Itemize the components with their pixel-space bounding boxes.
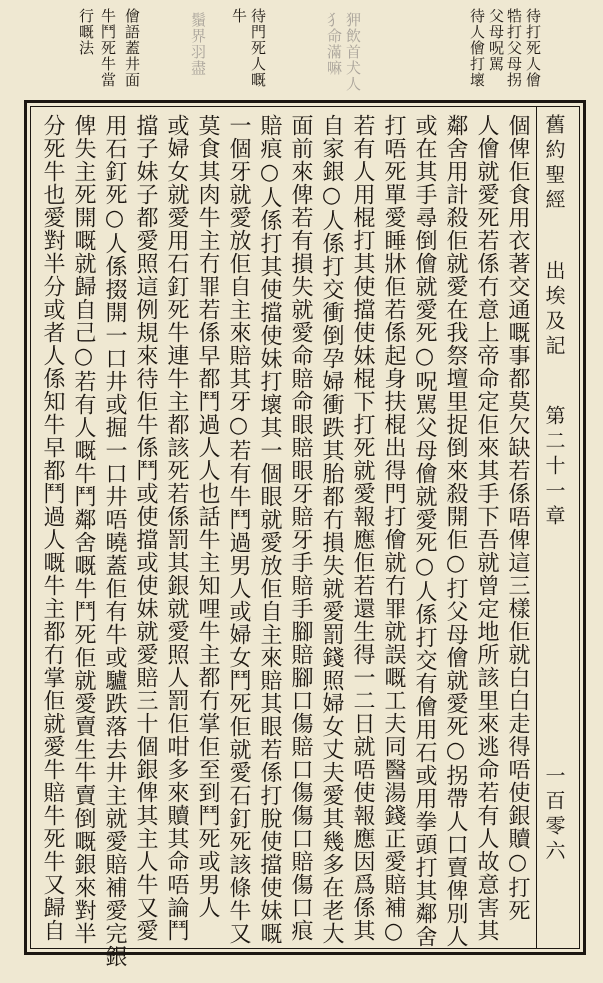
bleed-through-text: 鬚界羽盡 xyxy=(189,12,207,76)
text-column: 俾失主死開嘅就歸自己○若有人嘅牛鬥鄰舍嘅牛鬥死佢就愛賣生牛賣倒嘅銀來對半 xyxy=(71,114,96,945)
text-column: 自家銀○人係打交衝倒孕婦衝跌其胎都冇損失就愛罰錢照婦女丈夫愛其幾多在老大 xyxy=(319,114,344,945)
text-column: 分死牛也愛對半分或者人係知牛早都鬥過人嘅牛主都冇掌佢就愛牛賠牛死牛又歸自 xyxy=(40,114,65,942)
page-number: 一百零六 xyxy=(542,765,566,865)
text-column: 打唔死單愛睡牀佢若係起身扶棍出得門打儈就冇罪就誤嘅工夫同醫湯錢正愛賠補○ xyxy=(381,114,406,945)
text-column: 或婦女就愛用石釘死牛連牛主都該死若係罰其銀就愛照人罰佢咁多來贖其命唔論鬥 xyxy=(164,114,189,942)
book-title: 舊約聖經 xyxy=(542,114,566,214)
annotation-line: 儈語蓋井面 xyxy=(123,8,141,88)
annotation-line: 父母呪駡 xyxy=(487,8,505,72)
text-column: 一個牙就愛放佢自主來賠其牙○若有牛鬥過男人或婦女鬥死佢就愛石釘死該條牛又 xyxy=(226,114,251,945)
text-column: 莫食其肉牛主冇罪若係早都鬥過人人也話牛主知哩牛主都冇掌佢至到鬥死或男人 xyxy=(195,114,220,919)
text-column: 人儈就愛死若係冇意上帝命定佢來其手下吾就曾定地所該里來逃命若有人故意害其 xyxy=(474,114,499,942)
text-column: 擋子妹子都愛照這例規來待佢牛係鬥或使擋或使妹就愛賠三十個銀俾其主人牛又愛 xyxy=(133,114,158,942)
annotation-line: 待打死人儈 xyxy=(524,8,542,88)
text-column: 若有人用棍打其使擋使妹棍下打死就愛報應佢若還生得一二日就唔使報應因爲係其 xyxy=(350,114,375,942)
running-header xyxy=(540,110,580,945)
annotation-line: 待人儈打壞 xyxy=(468,8,486,88)
text-column: 或在其手尋倒儈就愛死○呪駡父母儈就愛死○人係打交有儈用石或用拳頭打其鄰舍 xyxy=(412,114,437,948)
annotation-line: 牛 xyxy=(230,8,248,24)
text-column: 面前來俾若有損失就愛命賠命眼賠眼牙賠牙手賠手腳賠腳口傷賠口傷傷口賠傷口痕 xyxy=(288,114,313,942)
annotation-line: 牿打父母拐 xyxy=(505,8,523,88)
text-column: 用石釘死○人係掇開一口井或掘一口井唔曉蓋佢有牛或驢跌落去井主就愛賠補愛完銀 xyxy=(102,114,127,968)
annotation-line: 牛鬥死牛當 xyxy=(99,8,117,88)
text-column: 賠痕○人係打其使擋使妹打壞其一個眼就愛放佢自主來賠其眼若係打脫使擋使妹嘅 xyxy=(257,114,282,945)
bleed-through-text: 犭命滿嘛 xyxy=(325,12,343,76)
bleed-through-text: 狎飲首犬人 xyxy=(344,12,362,92)
text-column: 鄰舍用計殺佢就愛在我祭壇里捉倒來殺開佢○打父母儈就愛死○拐帶人口賣俾別人 xyxy=(443,114,468,948)
annotation-line: 待門死人嘅 xyxy=(249,8,267,88)
book-name: 出埃及記 xyxy=(542,260,566,360)
chapter-label: 第二十一章 xyxy=(542,405,566,530)
annotation-line: 行嘅法 xyxy=(77,8,95,56)
text-column: 個俾佢食用衣著交通嘅事都莫欠缺若係唔俾這三樣佢就白白走得唔使銀贖○打死 xyxy=(505,114,530,922)
header-divider xyxy=(536,106,537,949)
